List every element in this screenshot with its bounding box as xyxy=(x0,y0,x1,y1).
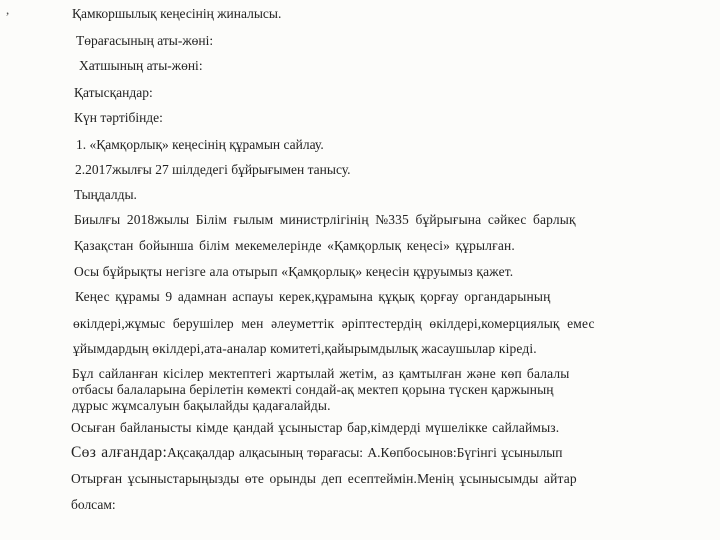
heard-heading: Тыңдалды. xyxy=(74,187,137,202)
body-line: өкілдері,жұмыс берушілер мен әлеуметтік әріптестердің өкілдері,комерциялық емес xyxy=(73,316,595,331)
secretary-field: Хатшының аты-жөні: xyxy=(79,58,203,73)
speakers-label: Сөз алғандар: xyxy=(71,444,168,461)
agenda-item-2: 2.2017жылғы 27 шілдедегі бұйрығымен танысу. xyxy=(75,162,351,177)
speakers-text: Ақсақалдар алқасының төрағасы: А.Көпбосынов:Бүгінгі ұсынылып xyxy=(167,445,563,460)
agenda-item-1: 1. «Қамқорлық» кеңесінің құрамын сайлау. xyxy=(76,137,324,152)
body-line: отбасы балаларына берілетін көмекті сондай-ақ мектеп қорына түскен қаржының xyxy=(72,382,554,397)
body-line: Осы бұйрықты негізге ала отырып «Қамқорлық» кеңесін құруымыз қажет. xyxy=(74,264,514,279)
body-line: Отырған ұсыныстарыңызды өте орынды деп есептеймін.Менің ұсынысымды айтар xyxy=(71,471,577,486)
body-line: Қазақстан бойынша білім мекемелерінде «Қамқорлық кеңесі» құрылған. xyxy=(74,238,515,253)
body-line: дұрыс жұмсалуын бақылайды қадағалайды. xyxy=(72,398,331,413)
body-line: Осыған байланысты кімде қандай ұсыныстар бар,кімдерді мүшелікке сайлаймыз. xyxy=(71,420,560,435)
attendees-field: Қатысқандар: xyxy=(74,85,153,100)
body-line: Кеңес құрамы 9 адамнан аспауы керек,құрамына құқық қорғау органдарының xyxy=(75,289,551,304)
body-line: Бұл сайланған кісілер мектептегі жартылай жетім, аз қамтылған және көп балалы xyxy=(72,366,570,381)
body-line: ұйымдардың өкілдері,ата-аналар комитеті,қайырымдылық жасаушылар кіреді. xyxy=(73,341,537,356)
agenda-heading: Күн тәртібінде: xyxy=(74,110,163,125)
body-line: болсам: xyxy=(71,497,116,512)
chairman-field: Төрағасының аты-жөні: xyxy=(76,33,214,48)
corner-mark: , xyxy=(6,2,10,17)
speakers-line xyxy=(71,445,562,461)
body-line: Биылғы 2018жылы Білім ғылым министрлігінің №335 бұйрығына сәйкес барлық xyxy=(74,212,576,227)
document-heading: Қамкоршылық кеңесінің жиналысы. xyxy=(72,6,282,21)
